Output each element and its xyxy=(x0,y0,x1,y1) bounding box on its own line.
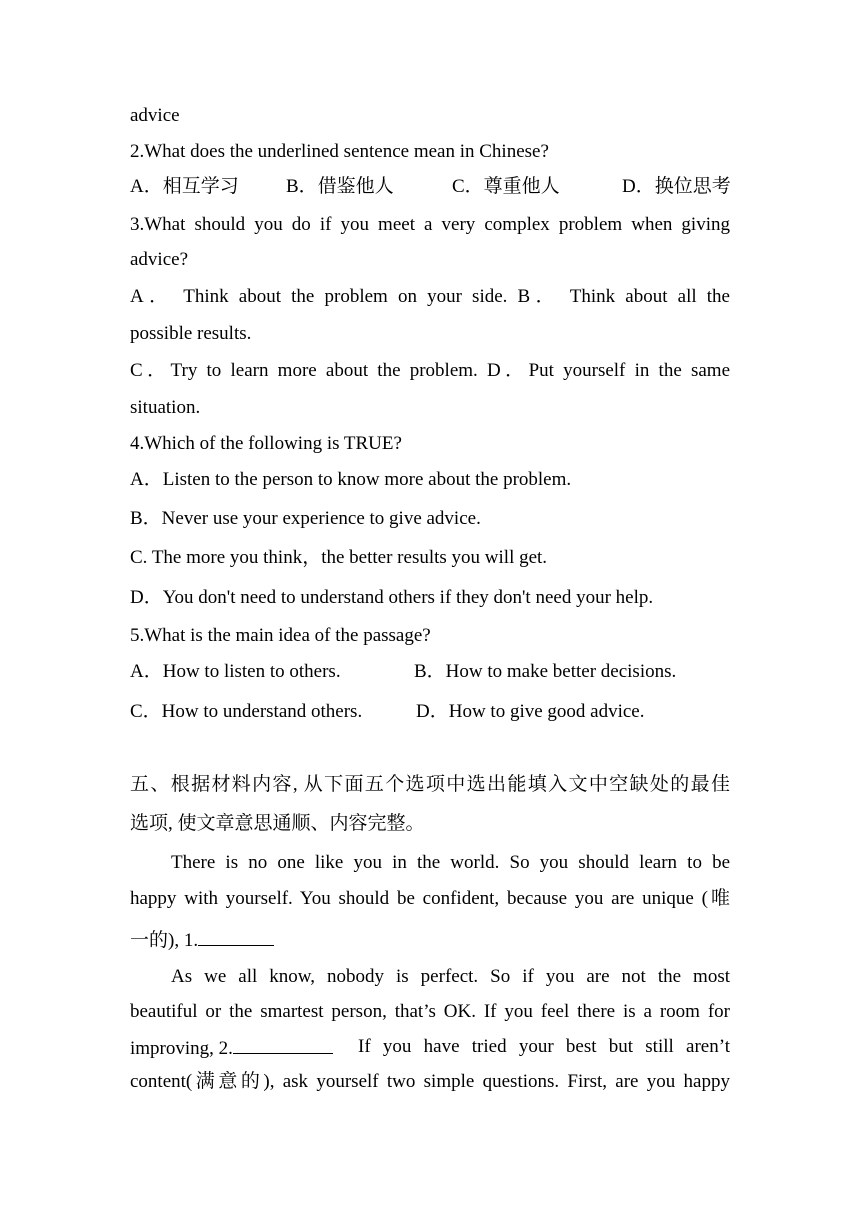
blank-1 xyxy=(198,927,274,946)
question-5-option-d: D．How to give good advice. xyxy=(416,701,645,722)
question-5-option-a: A．How to listen to others. xyxy=(130,661,341,682)
passage-p1-text: 一的), 1. xyxy=(130,930,199,951)
text-line: advice xyxy=(130,105,180,126)
passage-p1-line-3 xyxy=(130,927,730,953)
question-3-options-cd: C．Try to learn more about the problem. D．Put yourself in the same xyxy=(130,360,730,381)
question-3-option-d-cont: situation. xyxy=(130,397,201,418)
passage-p2-text: improving, 2. xyxy=(130,1038,233,1059)
passage-p1-line-2: happy with yourself. You should be confident, because you are unique (唯 xyxy=(130,888,730,909)
section-5-instruction-line-1: 五、根据材料内容, 从下面五个选项中选出能填入文中空缺处的最佳 xyxy=(130,774,730,795)
passage-p2-line-2: beautiful or the smartest person, that’s OK. If you feel there is a room for xyxy=(130,1001,730,1022)
question-2-option-a: A．相互学习 xyxy=(130,176,239,197)
passage-p2-line-3-start xyxy=(130,1035,333,1061)
passage-p2-line-3 xyxy=(130,1035,730,1059)
question-4-option-d: D．You don't need to understand others if they don't need your help. xyxy=(130,587,654,608)
question-3-options-ab: A． Think about the problem on your side. B． Think about all the xyxy=(130,286,730,307)
blank-2 xyxy=(233,1035,333,1054)
question-3-line-1: 3.What should you do if you meet a very complex problem when giving xyxy=(130,214,730,235)
question-5-options-ab xyxy=(130,660,730,684)
question-2-option-c: C．尊重他人 xyxy=(452,176,560,197)
question-4-option-a: A．Listen to the person to know more about the problem. xyxy=(130,469,572,490)
question-5-option-c: C．How to understand others. xyxy=(130,701,363,722)
question-4-option-c: C. The more you think，the better results you will get. xyxy=(130,547,548,568)
passage-p2-line-4: content(满意的), ask yourself two simple questions. First, are you happy xyxy=(130,1071,730,1092)
question-5-option-b: B．How to make better decisions. xyxy=(414,661,677,682)
question-3-option-b-cont: possible results. xyxy=(130,323,252,344)
passage-p2-line-3-end: If you have tried your best but still aren’t xyxy=(358,1036,730,1057)
question-2-options xyxy=(130,175,730,199)
question-4-option-b: B．Never use your experience to give advice. xyxy=(130,508,481,529)
question-2-option-d: D．换位思考 xyxy=(622,176,731,197)
passage-p1-line-1: There is no one like you in the world. So you should learn to be xyxy=(171,852,730,873)
question-5-options-cd xyxy=(130,700,730,724)
passage-p2-line-1: As we all know, nobody is perfect. So if you are not the most xyxy=(171,966,730,987)
section-5-instruction-line-2: 选项, 使文章意思通顺、内容完整。 xyxy=(130,813,425,834)
question-5: 5.What is the main idea of the passage? xyxy=(130,625,431,646)
question-2-option-b: B．借鉴他人 xyxy=(286,176,394,197)
question-3-line-2: advice? xyxy=(130,249,189,270)
question-2: 2.What does the underlined sentence mean in Chinese? xyxy=(130,141,549,162)
question-4: 4.Which of the following is TRUE? xyxy=(130,433,402,454)
